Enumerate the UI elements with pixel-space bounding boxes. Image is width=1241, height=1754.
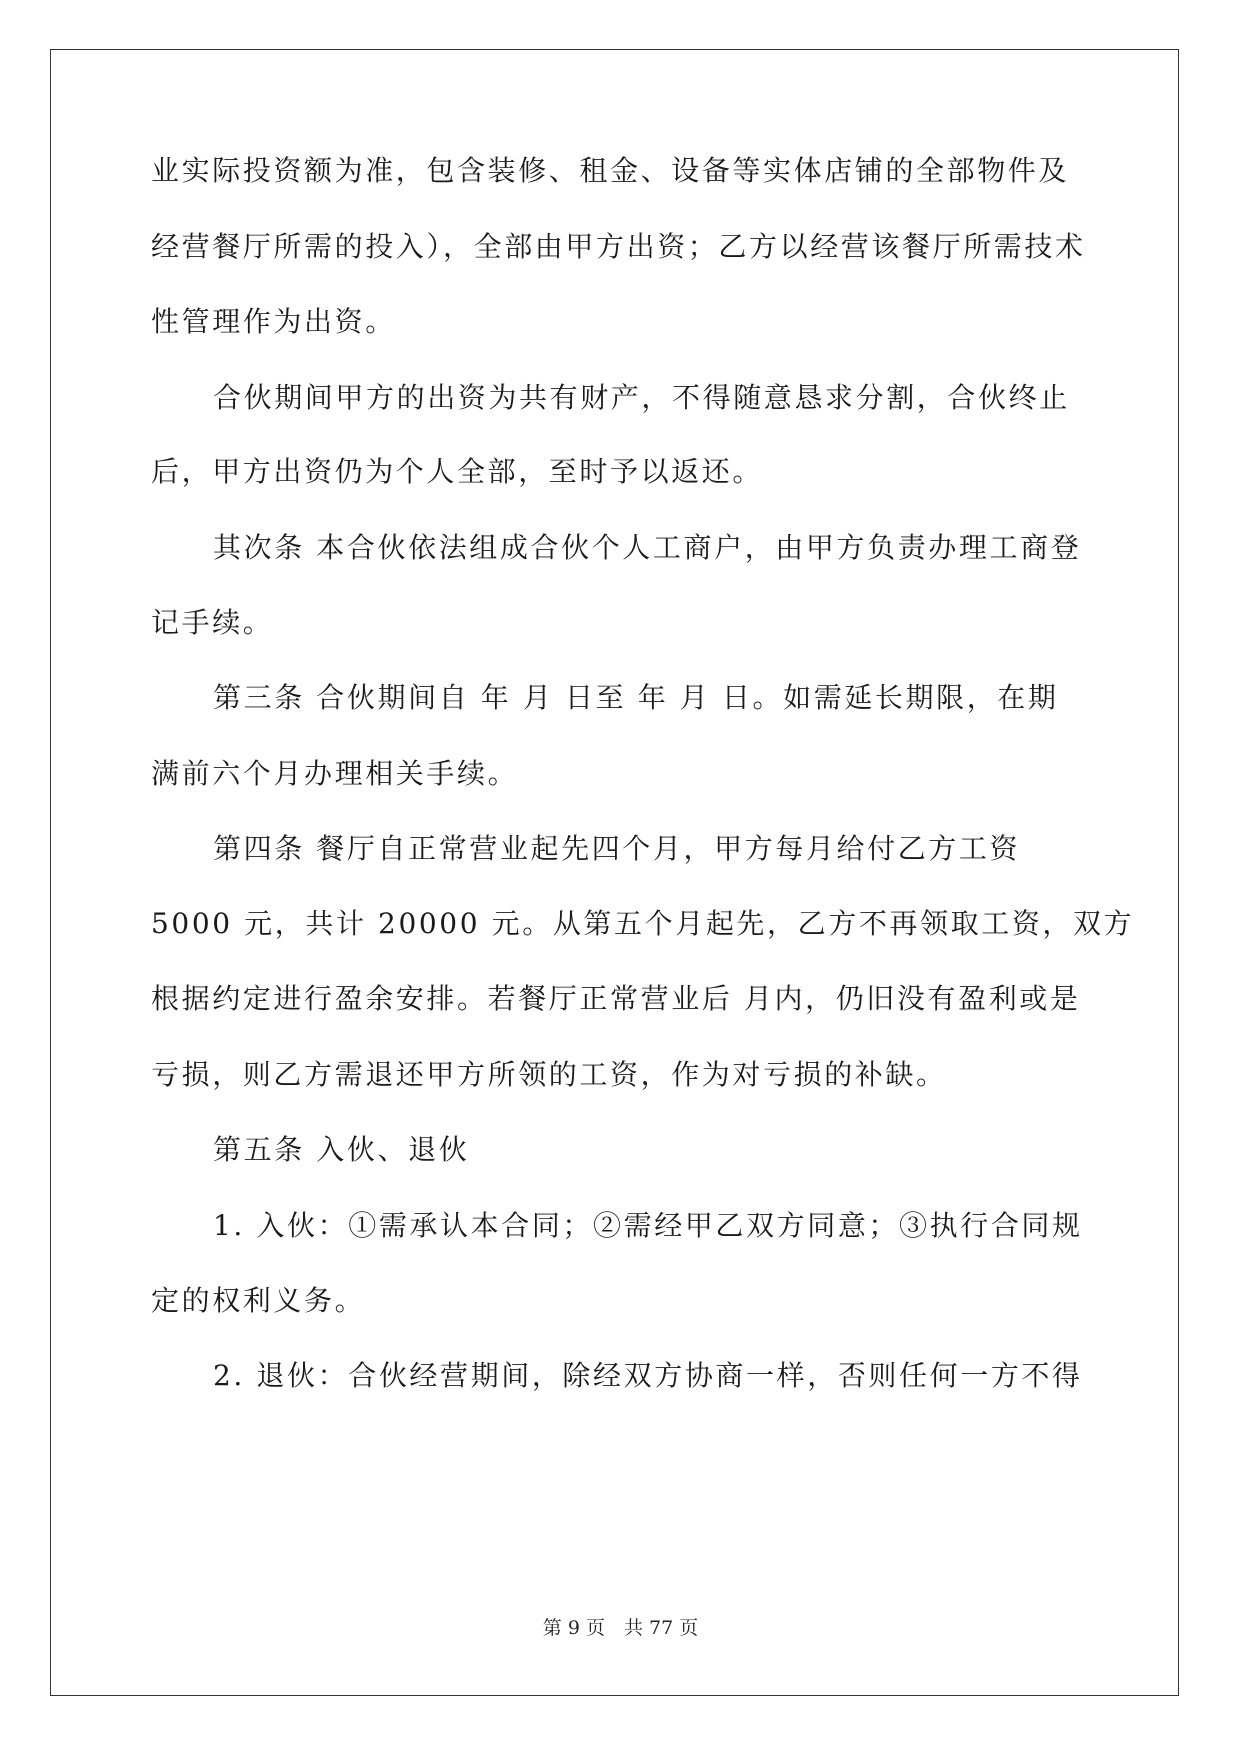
page-number-footer: 第 9 页 共 77 页 xyxy=(542,1617,699,1639)
text-line: 满前六个月办理相关手续。 xyxy=(151,757,519,790)
paragraph-start-line: 其次条 本合伙依法组成合伙个人工商户，由甲方负责办理工商登 xyxy=(213,531,1082,564)
text-line: 5000 元，共计 20000 元。从第五个月起先，乙方不再领取工资，双方 xyxy=(151,907,1135,940)
text-line: 根据约定进行盈余安排。若餐厅正常营业后 月内，仍旧没有盈利或是 xyxy=(151,982,1081,1015)
page-border xyxy=(50,49,1179,1696)
paragraph-start-line: 第三条 合伙期间自 年 月 日至 年 月 日。如需延长期限，在期 xyxy=(213,681,1059,714)
paragraph-start-line: 2. 退伙：合伙经营期间，除经双方协商一样，否则任何一方不得 xyxy=(213,1359,1083,1392)
paragraph-start-line: 第四条 餐厅自正常营业起先四个月，甲方每月给付乙方工资 xyxy=(213,832,1021,865)
paragraph-start-line: 1. 入伙：①需承认本合同；②需经甲乙双方同意；③执行合同规 xyxy=(213,1209,1083,1242)
text-line: 后，甲方出资仍为个人全部，至时予以返还。 xyxy=(151,455,764,488)
text-line: 记手续。 xyxy=(151,606,274,639)
text-line: 亏损，则乙方需退还甲方所领的工资，作为对亏损的补缺。 xyxy=(151,1058,947,1091)
paragraph-start-line: 合伙期间甲方的出资为共有财产，不得随意恳求分割，合伙终止 xyxy=(213,381,1070,414)
text-line: 定的权利义务。 xyxy=(151,1284,366,1317)
text-line: 经营餐厅所需的投入），全部由甲方出资；乙方以经营该餐厅所需技术 xyxy=(151,230,1086,263)
text-line: 业实际投资额为准，包含装修、租金、设备等实体店铺的全部物件及 xyxy=(151,154,1070,187)
text-line: 性管理作为出资。 xyxy=(151,305,396,338)
paragraph-start-line: 第五条 入伙、退伙 xyxy=(213,1133,470,1166)
